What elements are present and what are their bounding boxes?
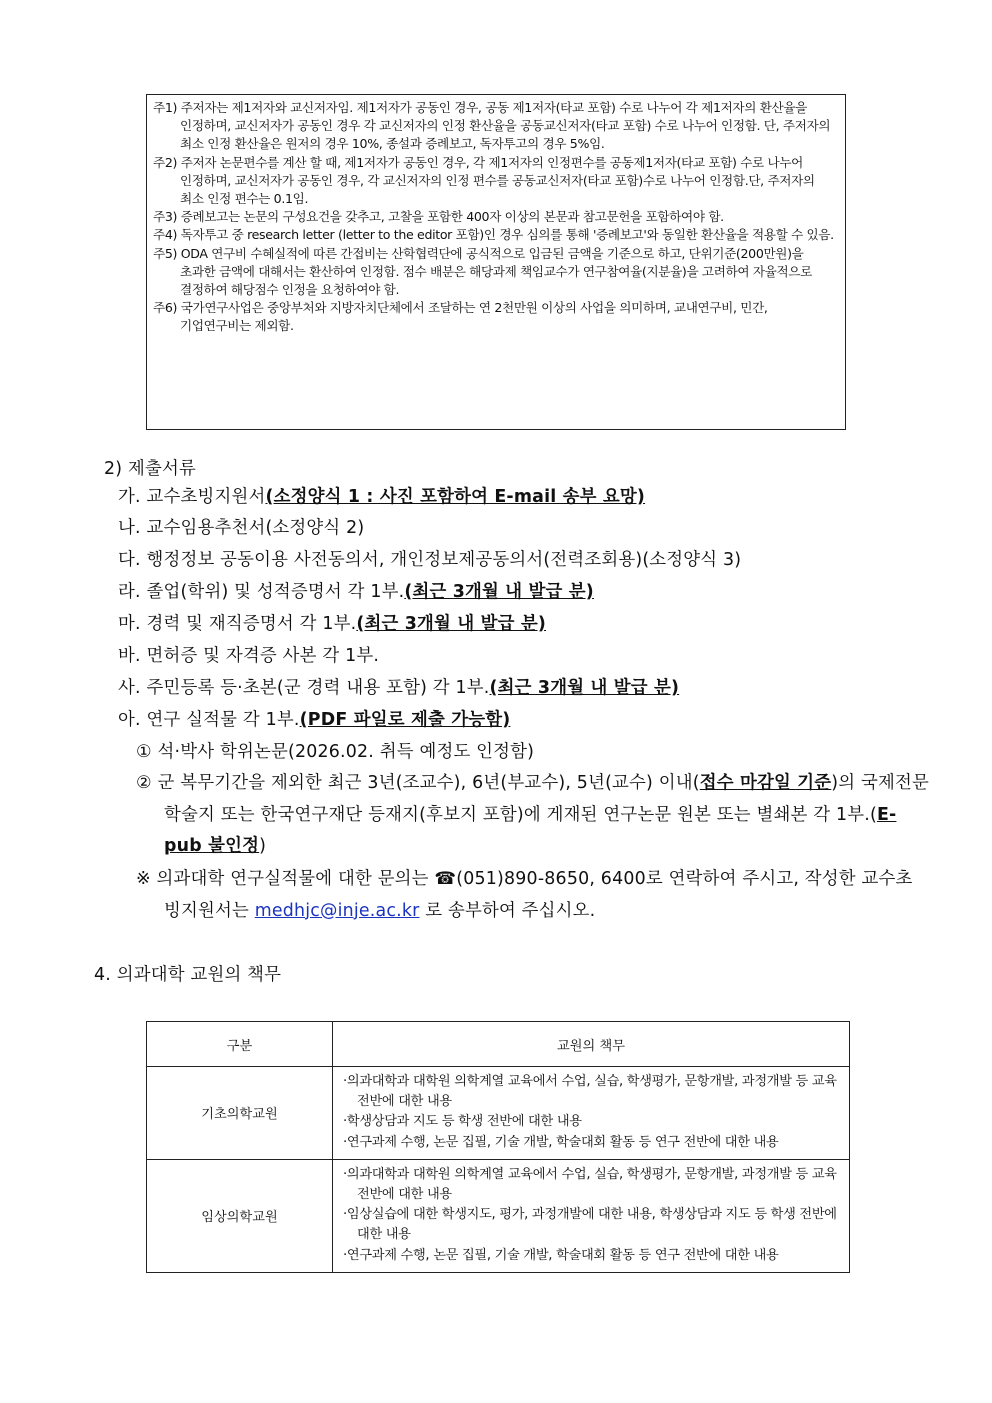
duty-item: ·의과대학과 대학원 의학계열 교육에서 수업, 실습, 학생평가, 문항개발, 과정개발 등 교육 전반에 대한 내용 [343, 1074, 837, 1110]
duty-item: ·연구과제 수행, 논문 집필, 기술 개발, 학술대회 활동 등 연구 전반에 대한 내용 [343, 1134, 779, 1150]
category-cell: 기초의학교원 [147, 1067, 333, 1160]
note-2: 주2) 주저자 논문편수를 계산 할 때, 제1저자가 공동인 경우, 각 제1저자의 인정편수를 공동제1저자(타교 포함) 수로 나누어 인정하며, 교신저자가 공동인 경우, 각 교신저자의 인정 편수를 공동교신저자(타교 포함)수로 나누어 인정함.단, 주저자의 최소 인정 편수는 0.1임. [153, 154, 815, 207]
doc-item-a [118, 709, 510, 731]
duties-cell [333, 1159, 850, 1272]
duty-item: ·학생상담과 지도 등 학생 전반에 대한 내용 [343, 1114, 582, 1130]
doc-item-text: 마. 경력 및 재직증명서 각 1부. [118, 614, 357, 634]
note-4: 주4) 독자투고 중 research letter (letter to the editor 포함)인 경우 심의를 통해 '증례보고'와 동일한 환산율을 적용할 수 있음. [153, 227, 834, 243]
doc-item-emphasis: (PDF 파일로 제출 가능함) [299, 710, 511, 730]
doc-item-na: 나. 교수임용추천서(소정양식 2) [118, 518, 365, 538]
duty-item: ·임상실습에 대한 학생지도, 평가, 과정개발에 대한 내용, 학생상담과 지도 등 학생 전반에 대한 내용 [343, 1207, 837, 1243]
notice-text: 로 송부하여 주십시오. [419, 900, 596, 921]
duty-item: ·의과대학과 대학원 의학계열 교육에서 수업, 실습, 학생평가, 문항개발, 과정개발 등 교육 전반에 대한 내용 [343, 1166, 837, 1203]
docs-heading: 2) 제출서류 [104, 459, 196, 479]
doc-subitem-1: ① 석·박사 학위논문(2026.02. 취득 예정도 인정함) [136, 742, 535, 762]
notice-text: ※ 의과대학 연구실적물에 대한 문의는 ☎(051)890-8650, 6400로 연락하여 주시고, 작성한 교수초빙지원서는 [136, 869, 913, 921]
subitem-text: ② 군 복무기간을 제외한 최근 3년(조교수), 6년(부교수), 5년(교수) 이내( [136, 773, 700, 793]
notes-box [146, 94, 846, 430]
doc-item-text: 가. 교수초빙지원서 [118, 487, 266, 507]
doc-item-emphasis: (최근 3개월 내 발급 분) [404, 582, 594, 602]
email-link[interactable]: medhjc@inje.ac.kr [254, 900, 420, 921]
subitem-text: )의 국제전문학술지 또는 한국연구재단 등재지(후보지 포함)에 게재된 연구논문 원본 또는 별쇄본 각 1부.( [164, 773, 929, 825]
table-row [147, 1067, 850, 1160]
doc-item-ra [118, 581, 594, 603]
table-row [147, 1159, 850, 1272]
doc-item-ga [118, 486, 645, 508]
contact-notice [136, 864, 916, 927]
doc-item-text: 사. 주민등록 등·초본(군 경력 내용 포함) 각 1부. [118, 678, 490, 698]
subitem-text: ) [259, 836, 267, 856]
section-4-heading: 4. 의과대학 교원의 책무 [94, 965, 282, 985]
duty-item: ·연구과제 수행, 논문 집필, 기술 개발, 학술대회 활동 등 연구 전반에 대한 내용 [343, 1247, 779, 1263]
doc-item-da: 다. 행정정보 공동이용 사전동의서, 개인정보제공동의서(전력조회용)(소정양식 3) [118, 550, 742, 570]
doc-item-emphasis: (소정양식 1 : 사진 포함하여 E-mail 송부 요망) [265, 487, 646, 507]
table-header-row [147, 1022, 850, 1067]
note-5: 주5) ODA 연구비 수혜실적에 따른 간접비는 산학협력단에 공식적으로 입금된 금액을 기준으로 하고, 단위기준(200만원)을 초과한 금액에 대해서는 환산하여 인정함. 점수 배분은 해당과제 책임교수가 연구참여율(지분율)을 고려하여 자율적으로 결정하여 해당점수 인정을 요청하여야 함. [153, 245, 812, 298]
category-cell: 임상의학교원 [147, 1159, 333, 1272]
note-3: 주3) 증례보고는 논문의 구성요건을 갖추고, 고찰을 포함한 400자 이상의 본문과 참고문헌을 포함하여야 함. [153, 209, 724, 225]
doc-item-text: 아. 연구 실적물 각 1부. [118, 710, 300, 730]
duties-table [146, 1021, 850, 1273]
doc-item-emphasis: (최근 3개월 내 발급 분) [356, 614, 546, 634]
subitem-emphasis-deadline: 접수 마감일 기준 [699, 773, 832, 793]
doc-item-ba: 바. 면허증 및 자격증 사본 각 1부. [118, 646, 380, 666]
note-6: 주6) 국가연구사업은 중앙부처와 지방자치단체에서 조달하는 연 2천만원 이상의 사업을 의미하며, 교내연구비, 민간, 기업연구비는 제외함. [153, 300, 768, 334]
header-category: 구분 [147, 1022, 333, 1067]
doc-item-sa [118, 677, 679, 699]
doc-subitem-2 [136, 768, 929, 863]
subitem-emphasis-epub: E-pub 불인정 [164, 804, 897, 856]
doc-item-emphasis: (최근 3개월 내 발급 분) [489, 678, 680, 698]
doc-item-text: 라. 졸업(학위) 및 성적증명서 각 1부. [118, 582, 405, 602]
doc-item-ma [118, 613, 546, 635]
header-duties: 교원의 책무 [333, 1022, 850, 1067]
duties-cell [333, 1067, 850, 1160]
note-1: 주1) 주저자는 제1저자와 교신저자임. 제1저자가 공동인 경우, 공동 제1저자(타교 포함) 수로 나누어 각 제1저자의 환산율을 인정하며, 교신저자가 공동인 경우 각 교신저자의 인정 환산율을 공동교신저자(타교 포함) 수로 나누어 인정함. 단, 주저자의 최소 인정 환산율은 원저의 경우 10%, 종설과 증례보고, 독자투고의 경우 5%임. [153, 100, 831, 152]
